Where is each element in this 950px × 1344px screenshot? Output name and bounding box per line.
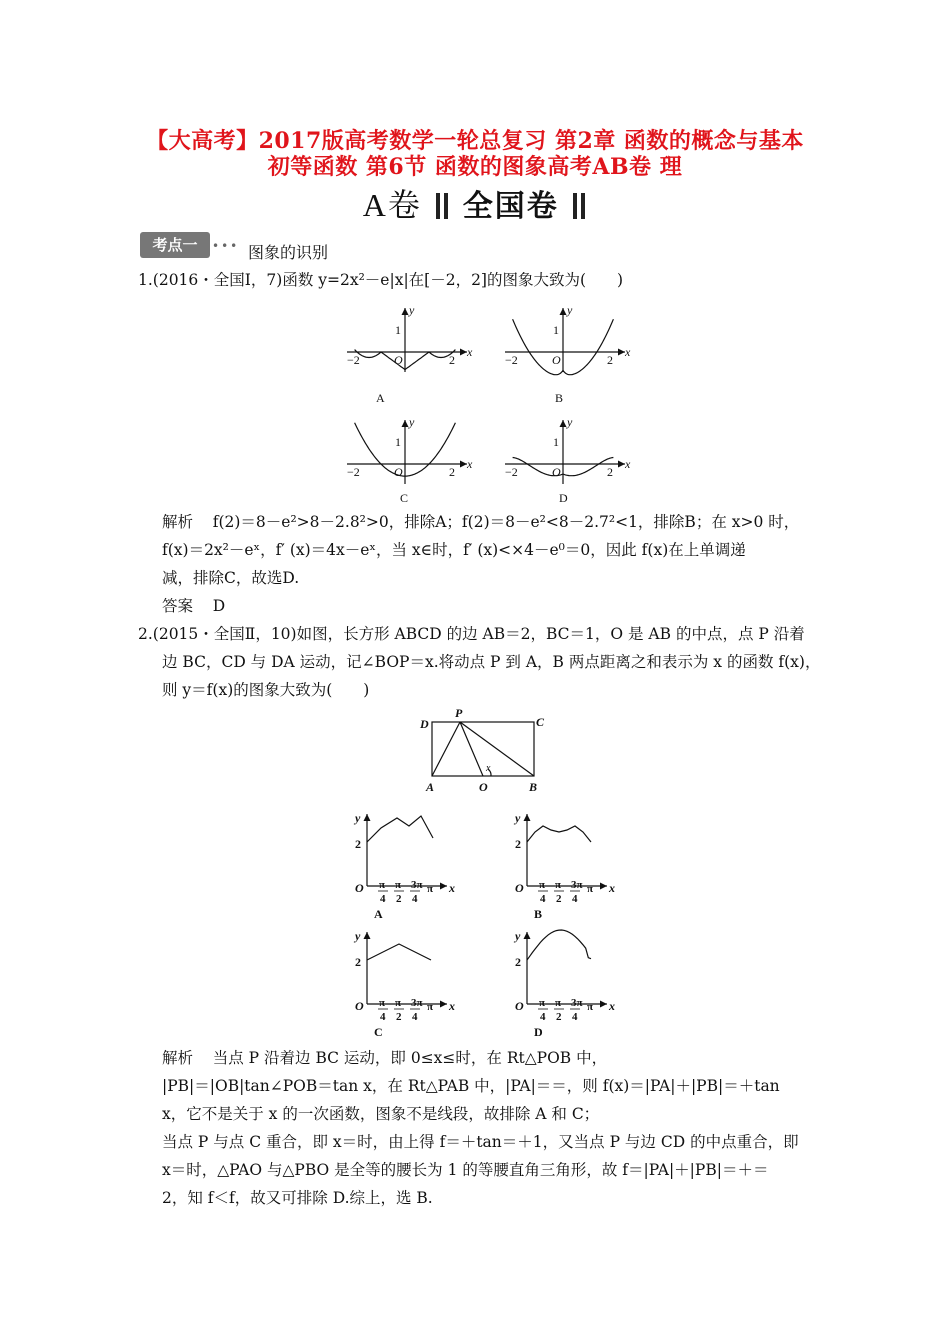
y-tick-label: 2 xyxy=(355,955,361,969)
q2-stem-line: 则 y＝f(x)的图象大致为( ) xyxy=(162,681,370,699)
graph-curve xyxy=(527,826,591,842)
figure-caption: C xyxy=(374,1025,383,1039)
q1-analysis-label: 解析 xyxy=(162,513,194,531)
origin-label: O xyxy=(515,881,524,895)
y-axis-label: y xyxy=(355,929,361,943)
y-tick-label: 1 xyxy=(553,323,559,337)
origin-label: O xyxy=(355,999,364,1013)
x-axis-label: x xyxy=(609,999,615,1013)
y-axis-label: y xyxy=(409,415,415,429)
figure-caption: A xyxy=(374,907,383,921)
x-tick-label: 2 xyxy=(449,465,455,479)
angle-label: x xyxy=(486,763,491,774)
y-tick-label: 2 xyxy=(515,837,521,851)
y-axis-label: y xyxy=(567,303,573,317)
x-tick-denominator: 4 xyxy=(572,893,578,905)
point-label: C xyxy=(536,715,545,729)
y-tick-label: 1 xyxy=(395,323,401,337)
q2-analysis-line: 2，知 f＜f，故又可排除 D.综上，选 B. xyxy=(162,1189,433,1207)
x-tick-numerator: π xyxy=(379,879,386,891)
q2-analysis xyxy=(162,1044,607,1072)
x-tick-denominator: 2 xyxy=(396,1011,402,1023)
figure-caption: D xyxy=(559,491,568,505)
x-tick-denominator: 2 xyxy=(556,1011,562,1023)
x-axis-label: x xyxy=(449,999,455,1013)
x-tick-label: 2 xyxy=(449,353,455,367)
x-tick-denominator: 2 xyxy=(396,893,402,905)
y-axis-label: y xyxy=(567,415,573,429)
x-axis-label: x xyxy=(449,881,455,895)
x-tick-denominator: 2 xyxy=(556,893,562,905)
q2-analysis-line: |PB|＝|OB|tan∠POB＝tan x，在 Rt△PAB 中，|PA|＝＝，则 f(x)＝|PA|＋|PB|＝＋tan xyxy=(162,1077,780,1095)
x-axis-label: x xyxy=(625,345,631,359)
x-tick-numerator: 3π xyxy=(571,997,583,1009)
volume-b: 全国卷 xyxy=(462,189,559,224)
graph-curve xyxy=(367,816,433,842)
q1-stem: 1.(2016・全国Ⅰ，7)函数 y=2x²－e|x|在[－2，2]的图象大致为( ) xyxy=(138,271,624,289)
x-tick-label: 2 xyxy=(607,465,613,479)
x-tick-denominator: 4 xyxy=(572,1011,578,1023)
x-tick-label: −2 xyxy=(347,465,360,479)
segment-PA xyxy=(432,722,460,776)
x-axis-label: x xyxy=(467,457,473,471)
q1-analysis-line: 减，排除C，故选D. xyxy=(162,569,300,587)
figure-caption: A xyxy=(376,391,385,405)
x-tick-denominator: 4 xyxy=(380,1011,386,1023)
origin-label: O xyxy=(552,353,561,367)
x-tick-numerator: π xyxy=(555,997,562,1009)
q2-stem-line: 边 BC，CD 与 DA 运动，记∠BOP＝x.将动点 P 到 A，B 两点距离之和表示为 x 的函数 f(x)， xyxy=(162,653,821,671)
q1-analysis-line: f(x)＝2x²－eˣ，f′ (x)＝4x－eˣ，当 x∈时，f′ (x)<×4－e⁰＝0，因此 f(x)在上单调递 xyxy=(162,541,746,559)
origin-label: O xyxy=(355,881,364,895)
q1-analysis-line: f(2)＝8－e²>8－2.8²>0，排除A；f(2)＝8－e²<8－2.7²<1，排除B；在 x>0 时， xyxy=(212,513,800,531)
x-tick-denominator: 4 xyxy=(540,1011,546,1023)
x-tick-label: π xyxy=(427,1001,434,1013)
rectangle-ABCD xyxy=(432,722,534,776)
section-label: 图象的识别 xyxy=(248,243,329,262)
x-tick-label: π xyxy=(427,883,434,895)
y-tick-label: 2 xyxy=(355,837,361,851)
figure-caption: C xyxy=(400,491,409,505)
doc-title-line2: 初等函数 第6节 函数的图象高考AB卷 理 xyxy=(267,154,683,180)
q2-stem-line: 2.(2015・全国Ⅱ，10)如图，长方形 ABCD 的边 AB＝2，BC＝1，O 是 AB 的中点，点 P 沿着 xyxy=(138,625,805,643)
x-tick-label: π xyxy=(587,883,594,895)
origin-label: O xyxy=(515,999,524,1013)
x-tick-label: 2 xyxy=(607,353,613,367)
x-tick-denominator: 4 xyxy=(540,893,546,905)
x-tick-numerator: 3π xyxy=(411,879,423,891)
point-label: B xyxy=(529,780,538,794)
section-badge-dots: ••• xyxy=(212,239,240,253)
x-axis-label: x xyxy=(467,345,473,359)
q2-analysis-label: 解析 xyxy=(162,1049,194,1067)
point-label: O xyxy=(479,780,488,794)
x-tick-numerator: π xyxy=(395,997,402,1009)
point-label: P xyxy=(455,706,463,720)
x-tick-numerator: π xyxy=(539,879,546,891)
origin-label: O xyxy=(394,353,403,367)
x-tick-label: −2 xyxy=(347,353,360,367)
y-axis-label: y xyxy=(409,303,415,317)
x-tick-numerator: π xyxy=(395,879,402,891)
x-tick-numerator: π xyxy=(555,879,562,891)
y-axis-label: y xyxy=(515,929,521,943)
doc-title-line1: 【大高考】2017版高考数学一轮总复习 第2章 函数的概念与基本 xyxy=(146,128,804,154)
y-tick-label: 1 xyxy=(395,435,401,449)
q2-analysis-line: 当点 P 沿着边 BC 运动，即 0≤x≤时，在 Rt△POB 中， xyxy=(212,1049,608,1067)
figure-caption: B xyxy=(534,907,543,921)
graph-curve xyxy=(527,930,591,960)
x-tick-denominator: 4 xyxy=(380,893,386,905)
graph-curve xyxy=(367,944,431,960)
x-tick-denominator: 4 xyxy=(412,1011,418,1023)
q2-analysis-line: 当点 P 与点 C 重合，即 x＝时，由上得 f＝＋tan＝＋1，又当点 P 与边 CD 的中点重合，即 xyxy=(162,1133,799,1151)
x-tick-denominator: 4 xyxy=(412,893,418,905)
origin-label: O xyxy=(552,465,561,479)
x-axis-label: x xyxy=(625,457,631,471)
origin-label: O xyxy=(394,465,403,479)
x-tick-numerator: π xyxy=(539,997,546,1009)
section-badge-label: 考点一 xyxy=(140,232,210,258)
y-tick-label: 1 xyxy=(553,435,559,449)
q2-analysis-line: x＝时，△PAO 与△PBO 是全等的腰长为 1 的等腰直角三角形，故 f＝|PA|＋|PB|＝＋＝ xyxy=(162,1161,769,1179)
x-tick-numerator: π xyxy=(379,997,386,1009)
y-tick-label: 2 xyxy=(515,955,521,969)
x-tick-numerator: 3π xyxy=(411,997,423,1009)
q2-analysis-line: x，它不是关于 x 的一次函数，图象不是线段，故排除 A 和 C； xyxy=(162,1105,600,1123)
x-axis-label: x xyxy=(609,881,615,895)
x-tick-label: −2 xyxy=(505,353,518,367)
x-tick-label: π xyxy=(587,1001,594,1013)
point-label: A xyxy=(426,780,435,794)
point-label: D xyxy=(420,717,429,731)
x-tick-numerator: 3π xyxy=(571,879,583,891)
y-axis-label: y xyxy=(515,811,521,825)
y-axis-label: y xyxy=(355,811,361,825)
x-tick-label: −2 xyxy=(505,465,518,479)
figure-caption: B xyxy=(555,391,564,405)
q1-answer-value: D xyxy=(212,597,226,615)
q1-answer-label: 答案 xyxy=(162,597,194,615)
volume-a: A卷 xyxy=(362,187,422,223)
figure-caption: D xyxy=(534,1025,543,1039)
